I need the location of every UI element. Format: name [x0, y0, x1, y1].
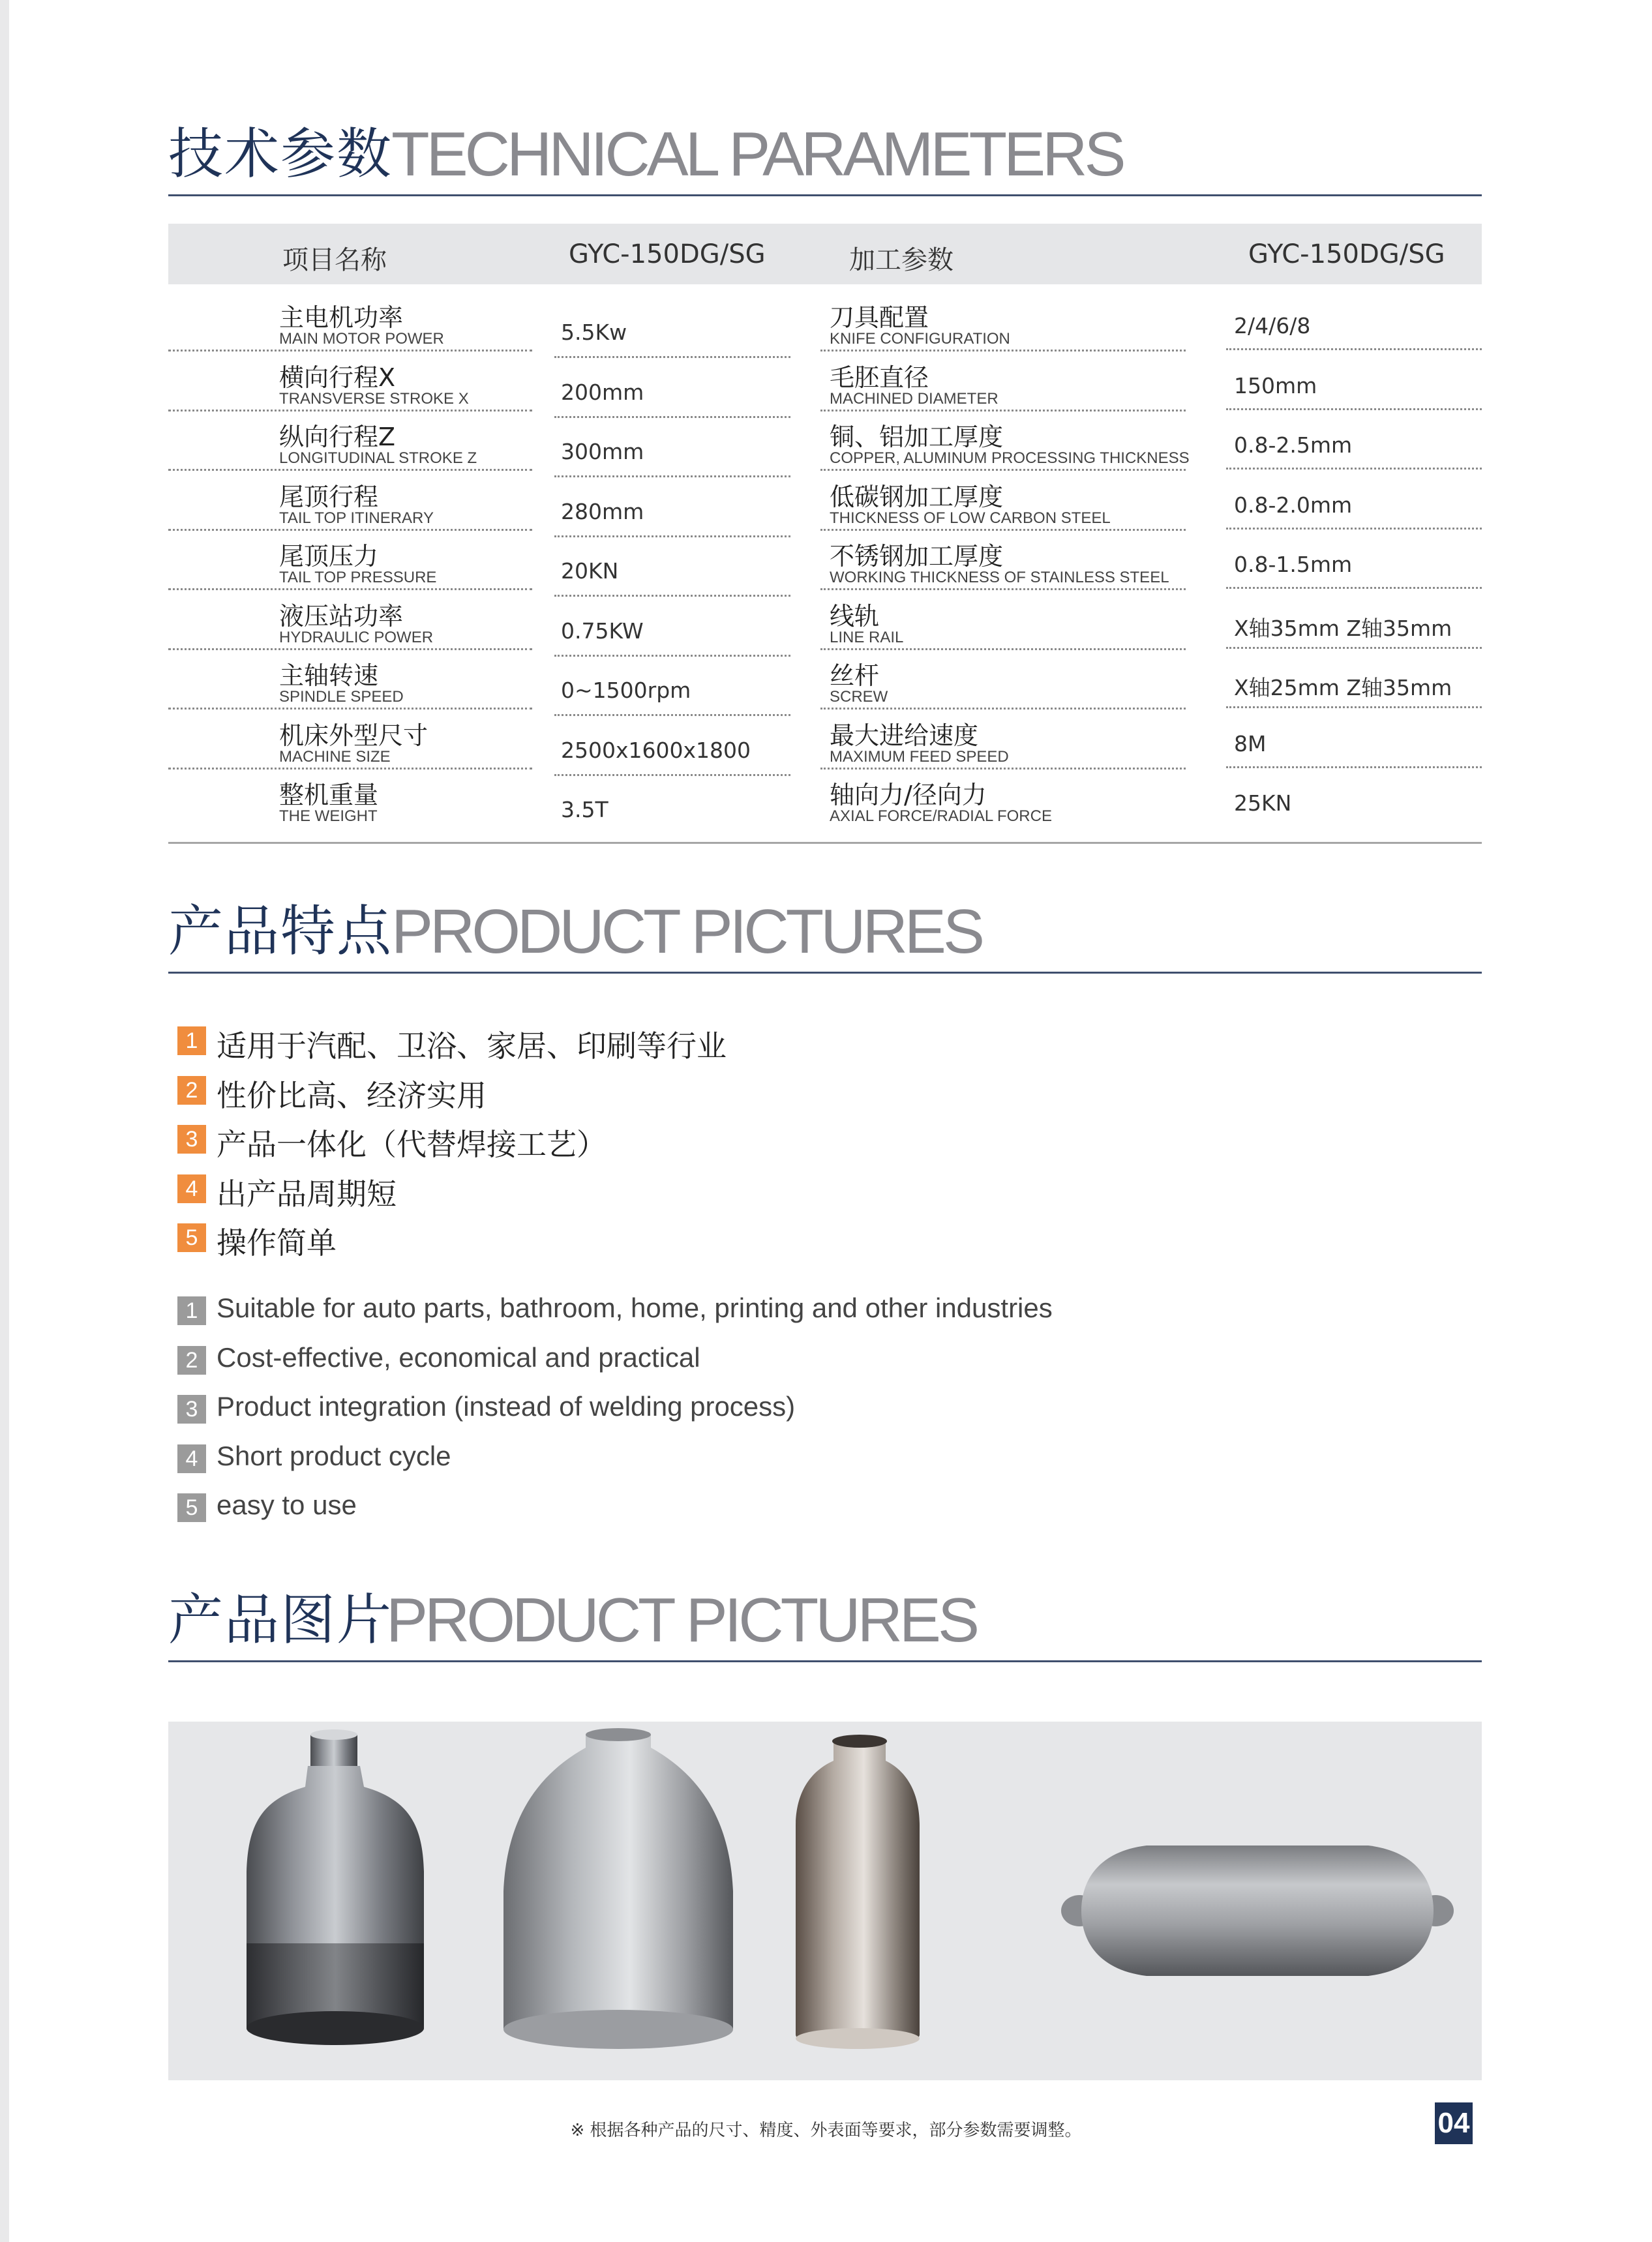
feature-text: 适用于汽配、卫浴、家居、印刷等行业 — [217, 1028, 727, 1064]
param-name-zh: 不锈钢加工厚度 — [830, 542, 1004, 571]
param-name-en: KNIFE CONFIGURATION — [830, 330, 1010, 348]
pictures-title-zh: 产品图片 — [168, 1588, 393, 1652]
value-divider — [1226, 766, 1482, 768]
param-value: 200mm — [561, 379, 644, 405]
product-photo-cone-vessel — [503, 1728, 733, 2049]
param-name-zh: 毛胚直径 — [830, 363, 929, 392]
row-divider — [168, 529, 532, 531]
param-name-en: MACHINE SIZE — [279, 747, 391, 766]
row-divider — [820, 469, 1186, 471]
param-name-zh: 主轴转速 — [279, 661, 379, 690]
value-divider — [554, 655, 790, 657]
value-divider — [1226, 348, 1482, 350]
param-value: 2/4/6/8 — [1234, 313, 1311, 338]
param-name-en: COPPER, ALUMINUM PROCESSING THICKNESS — [830, 449, 1190, 467]
param-value: 0.8-1.5mm — [1234, 552, 1353, 577]
product-photo-tall-cylinder — [796, 1735, 920, 2049]
param-name-zh: 线轨 — [830, 601, 880, 631]
value-divider — [1226, 706, 1482, 708]
param-name-zh: 轴向力/径向力 — [830, 781, 987, 809]
value-divider — [1226, 528, 1482, 530]
features-title-en: PRODUCT PICTURES — [391, 897, 982, 966]
row-divider — [168, 469, 532, 471]
param-name-en: AXIAL FORCE/RADIAL FORCE — [830, 807, 1052, 825]
param-name-zh: 尾顶压力 — [279, 542, 379, 571]
row-divider — [820, 410, 1186, 411]
param-name-zh: 尾顶行程 — [279, 482, 379, 511]
feature-text: 性价比高、经济实用 — [217, 1077, 487, 1113]
row-divider — [168, 768, 532, 770]
header-process-params: 加工参数 — [849, 245, 954, 275]
param-name-en: MAIN MOTOR POWER — [279, 330, 444, 348]
header-model-left: GYC-150DG/SG — [569, 239, 766, 269]
feature-text: Suitable for auto parts, bathroom, home, printing and other industries — [217, 1293, 1053, 1323]
feature-text: Short product cycle — [217, 1440, 451, 1471]
tech-params-heading — [168, 119, 1482, 196]
feature-text: Product integration (instead of welding process) — [217, 1391, 796, 1422]
feature-number-badge: 5 — [177, 1493, 206, 1522]
param-name-en: SCREW — [830, 688, 888, 706]
param-value: 8M — [1234, 730, 1267, 756]
param-value: X轴25mm Z轴35mm — [1234, 675, 1452, 700]
row-divider — [820, 529, 1186, 531]
product-photos — [168, 1722, 1482, 2080]
param-name-zh: 刀具配置 — [830, 303, 929, 332]
feature-number-badge: 2 — [177, 1076, 206, 1105]
product-gallery — [168, 1722, 1482, 2080]
feature-number-badge: 4 — [177, 1174, 206, 1203]
param-name-zh: 横向行程X — [279, 363, 396, 392]
param-value: 150mm — [1234, 372, 1317, 398]
param-name-zh: 最大进给速度 — [830, 721, 979, 750]
feature-text: Cost-effective, economical and practical — [217, 1341, 700, 1373]
tech-params-title-en: TECHNICAL PARAMETERS — [391, 119, 1123, 189]
param-value: 0.8-2.0mm — [1234, 492, 1353, 518]
feature-number-badge: 2 — [177, 1346, 206, 1375]
features-title-zh: 产品特点 — [168, 899, 393, 963]
row-divider — [820, 768, 1186, 770]
value-divider — [554, 595, 790, 597]
feature-number-badge: 3 — [177, 1395, 206, 1424]
param-value: 280mm — [561, 498, 644, 524]
param-value: 5.5Kw — [561, 320, 627, 345]
param-name-en: SPINDLE SPEED — [279, 688, 404, 706]
product-photo-threaded-bottle — [247, 1729, 424, 2045]
feature-number-badge: 1 — [177, 1296, 206, 1325]
row-divider — [168, 350, 532, 351]
table-bottom-rule — [168, 842, 1482, 844]
row-divider — [820, 588, 1186, 590]
value-divider — [1226, 408, 1482, 410]
feature-text: easy to use — [217, 1489, 357, 1520]
feature-text: 产品一体化（代替焊接工艺） — [217, 1127, 607, 1162]
param-value: 25KN — [1234, 790, 1292, 816]
feature-number-badge: 5 — [177, 1223, 206, 1252]
param-name-zh: 整机重量 — [279, 781, 379, 809]
row-divider — [820, 350, 1186, 351]
param-name-en: LINE RAIL — [830, 628, 904, 646]
param-value: 0.75KW — [561, 618, 644, 644]
value-divider — [554, 535, 790, 537]
value-divider — [554, 356, 790, 358]
param-name-en: TAIL TOP ITINERARY — [279, 509, 434, 527]
pictures-title-en: PRODUCT PICTURES — [386, 1585, 976, 1655]
value-divider — [1226, 468, 1482, 470]
param-name-en: LONGITUDINAL STROKE Z — [279, 449, 477, 467]
feature-number-badge: 4 — [177, 1444, 206, 1473]
param-value: 2500x1600x1800 — [561, 737, 751, 763]
param-name-en: TAIL TOP PRESSURE — [279, 569, 437, 586]
feature-number-badge: 3 — [177, 1125, 206, 1154]
row-divider — [168, 708, 532, 710]
tech-params-title-zh: 技术参数 — [168, 122, 393, 186]
value-divider — [554, 774, 790, 776]
param-value: 20KN — [561, 558, 619, 584]
product-photo-horizontal-tank — [1061, 1846, 1454, 1976]
row-divider — [168, 588, 532, 590]
param-name-en: TRANSVERSE STROKE X — [279, 389, 469, 408]
feature-text: 出产品周期短 — [217, 1176, 397, 1212]
param-name-en: MAXIMUM FEED SPEED — [830, 747, 1009, 766]
param-name-zh: 主电机功率 — [279, 303, 404, 332]
row-divider — [820, 708, 1186, 710]
row-divider — [820, 648, 1186, 650]
page-number: 04 — [1435, 2102, 1473, 2144]
row-divider — [168, 410, 532, 411]
param-name-zh: 丝杆 — [830, 661, 880, 690]
param-name-zh: 机床外型尺寸 — [279, 721, 428, 750]
value-divider — [1226, 587, 1482, 589]
param-name-en: HYDRAULIC POWER — [279, 628, 434, 646]
value-divider — [554, 475, 790, 477]
param-name-zh: 铜、铝加工厚度 — [830, 423, 1004, 451]
param-value: 300mm — [561, 439, 644, 464]
value-divider — [554, 714, 790, 716]
header-item-name: 项目名称 — [282, 245, 387, 275]
value-divider — [554, 416, 790, 418]
value-divider — [1226, 647, 1482, 649]
param-name-en: THE WEIGHT — [279, 807, 378, 825]
table-header — [168, 224, 1482, 284]
param-name-zh: 纵向行程Z — [279, 423, 396, 451]
param-value: 0~1500rpm — [561, 678, 691, 703]
features-heading — [168, 897, 1482, 974]
param-value: 3.5T — [561, 797, 608, 822]
param-value: 0.8-2.5mm — [1234, 432, 1353, 458]
param-name-zh: 液压站功率 — [279, 601, 404, 631]
row-divider — [168, 648, 532, 650]
param-name-en: WORKING THICKNESS OF STAINLESS STEEL — [830, 569, 1169, 586]
feature-text: 操作简单 — [217, 1225, 337, 1261]
param-name-en: THICKNESS OF LOW CARBON STEEL — [830, 509, 1111, 527]
param-value: X轴35mm Z轴35mm — [1234, 615, 1452, 641]
param-name-zh: 低碳钢加工厚度 — [830, 482, 1004, 511]
page-edge-strip — [0, 0, 9, 2242]
footer-note: ※ 根据各种产品的尺寸、精度、外表面等要求，部分参数需要调整。 — [570, 2121, 1082, 2140]
feature-number-badge: 1 — [177, 1026, 206, 1055]
pictures-heading — [168, 1585, 1482, 1662]
header-model-right: GYC-150DG/SG — [1248, 239, 1445, 269]
param-name-en: MACHINED DIAMETER — [830, 389, 999, 408]
